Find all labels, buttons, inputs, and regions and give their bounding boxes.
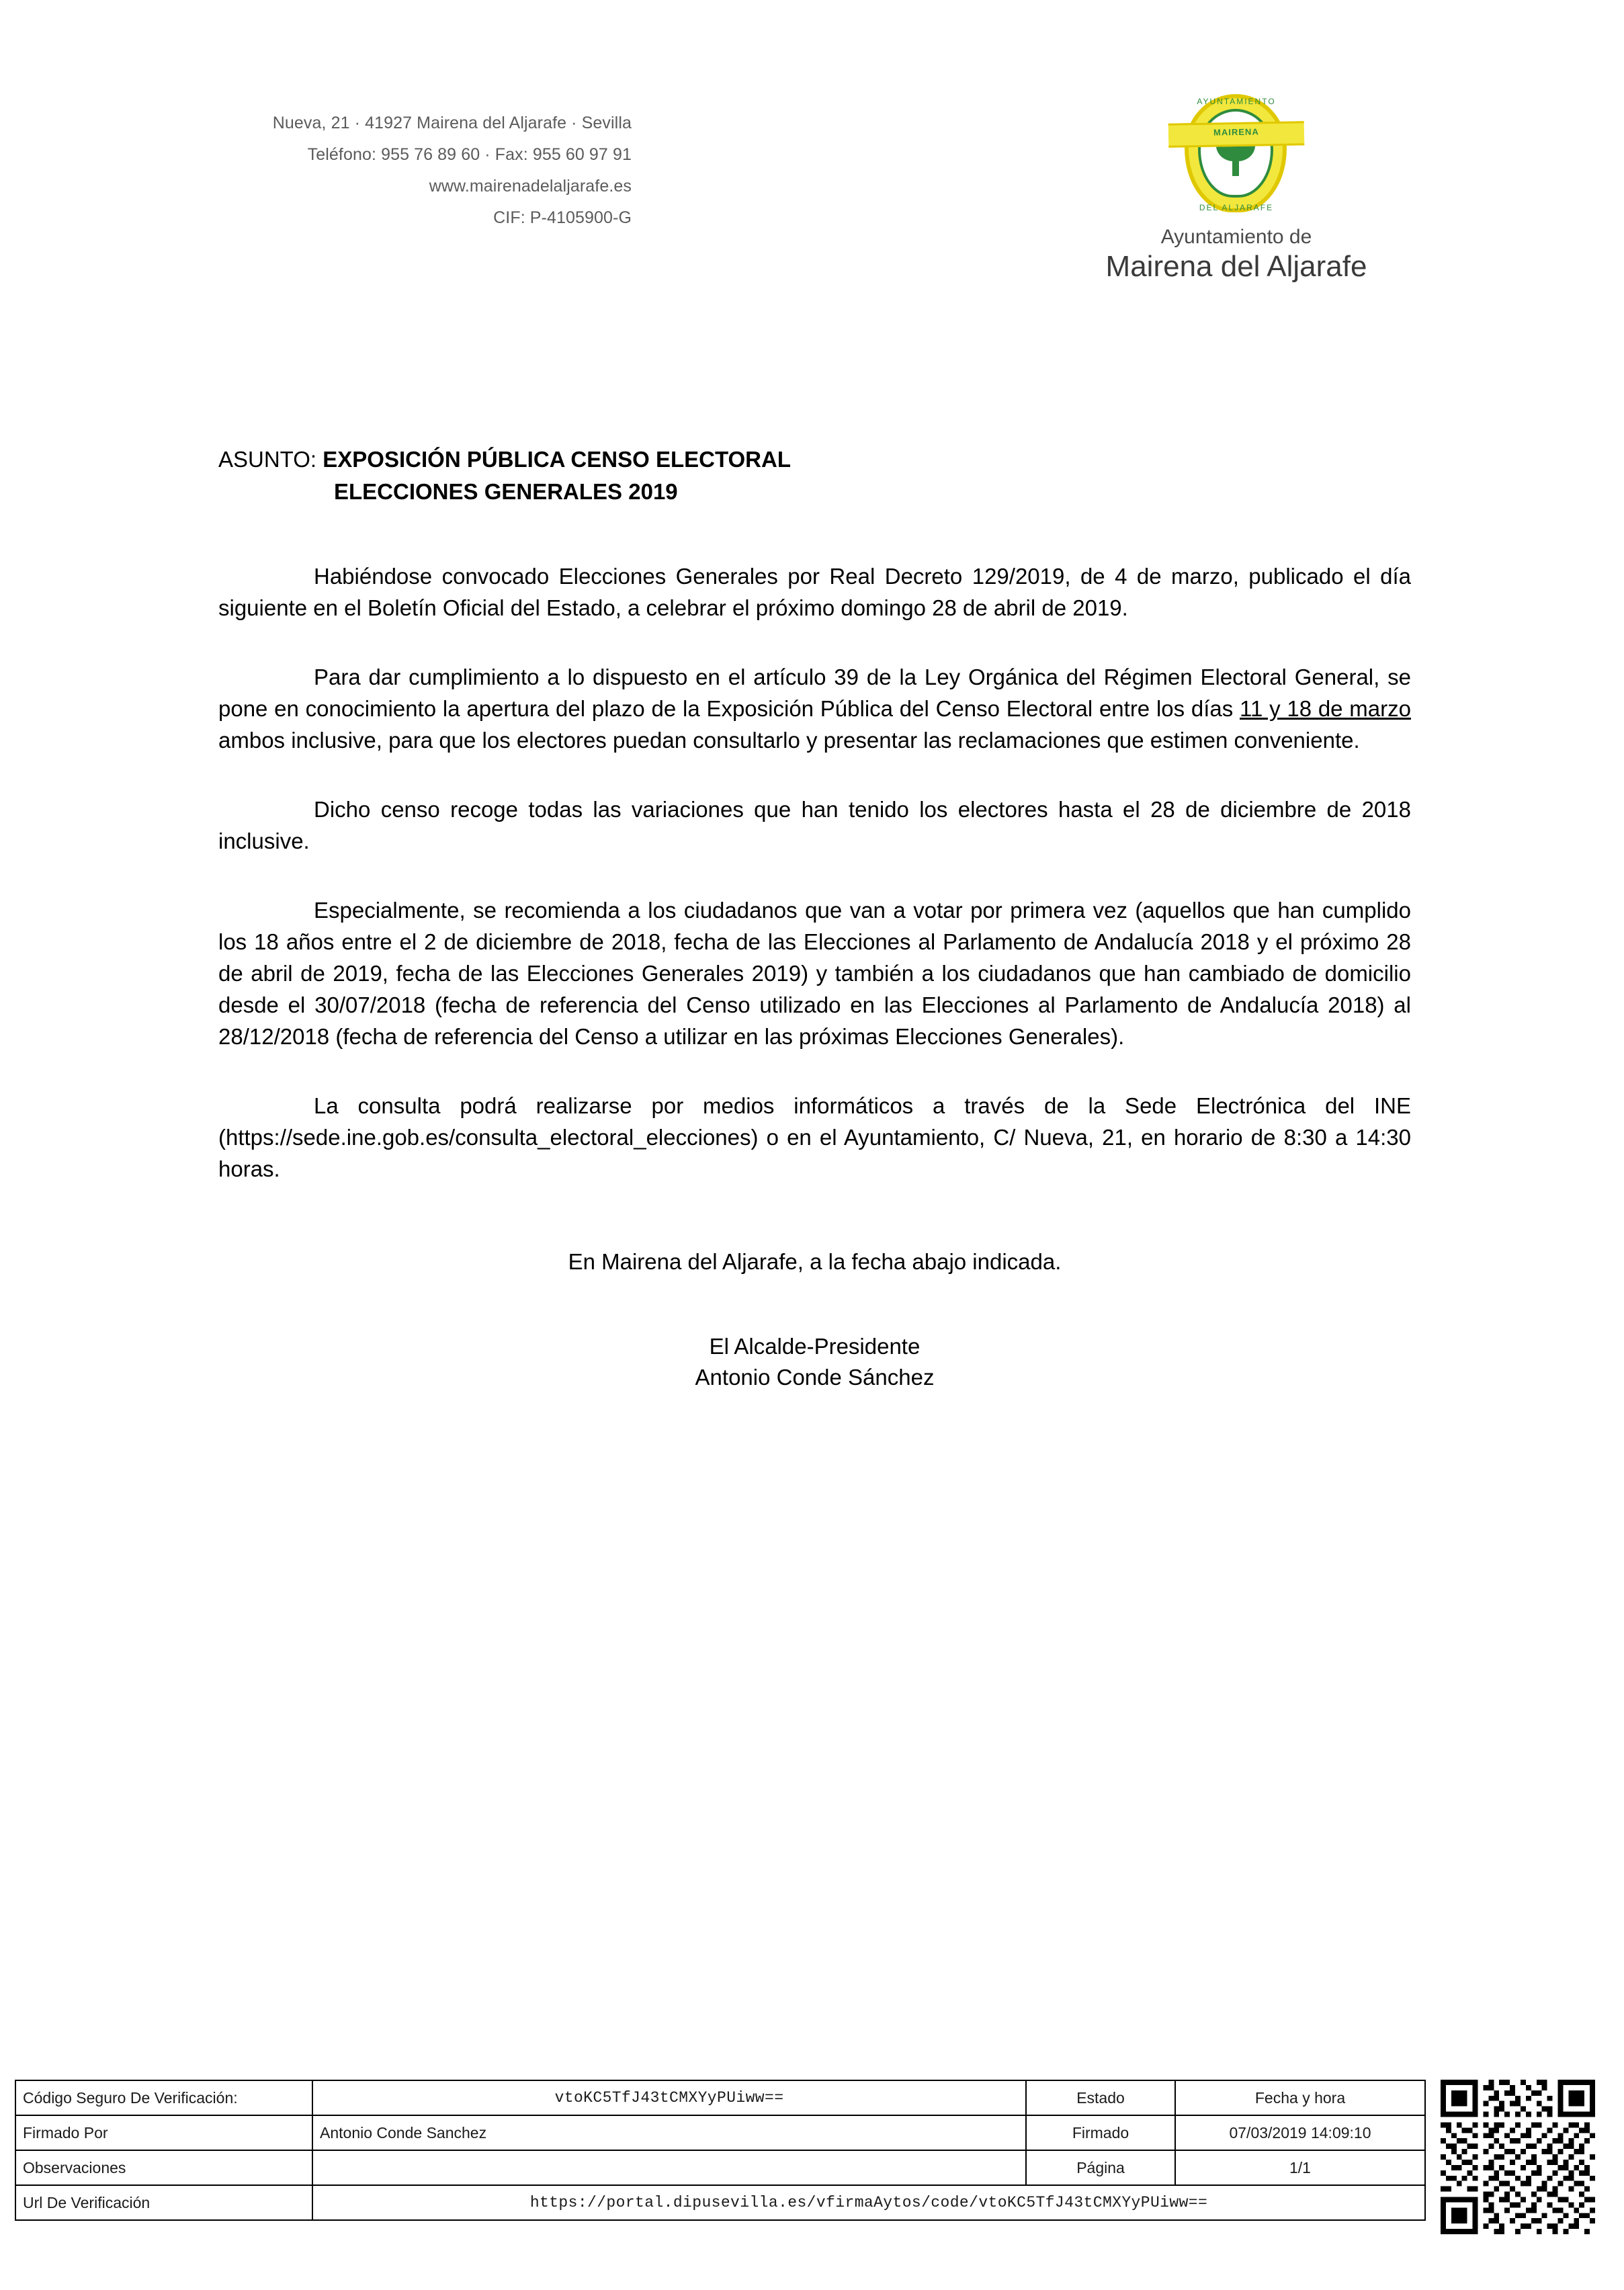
subject-label: ASUNTO: xyxy=(218,447,317,472)
observaciones-label: Observaciones xyxy=(15,2150,312,2185)
pagina-label: Página xyxy=(1026,2150,1175,2185)
tree-trunk-icon xyxy=(1232,156,1239,176)
pagina-value: 1/1 xyxy=(1175,2150,1425,2185)
signature-title: El Alcalde-Presidente xyxy=(709,1334,921,1359)
crest-arc-top-text: AYUNTAMIENTO xyxy=(1197,97,1276,106)
csv-label: Código Seguro De Verificación: xyxy=(15,2080,312,2115)
address-line-1: Nueva, 21 · 41927 Mairena del Aljarafe · Sevilla xyxy=(272,114,632,132)
verification-table xyxy=(15,2080,1426,2221)
closing-line: En Mairena del Aljarafe, a la fecha abajo indicada. xyxy=(568,1249,1062,1274)
subject-value-line2: ELECCIONES GENERALES 2019 xyxy=(334,479,678,504)
logo-line-1: Ayuntamiento de xyxy=(1160,226,1312,248)
observaciones-value xyxy=(312,2150,1026,2185)
address-line-2: Teléfono: 955 76 89 60 · Fax: 955 60 97 91 xyxy=(307,145,632,164)
coat-of-arms-icon xyxy=(1166,87,1307,222)
signature-block xyxy=(218,1331,1411,1393)
crest-ribbon-shape xyxy=(1168,121,1305,148)
paragraph-5: La consulta podrá realizarse por medios informáticos a través de la Sede Electrónica del INE (https://sede.ine.gob.es/consulta_electoral_elecciones) o en el Ayuntamiento, C/ Nueva, 21, en horario de 8:30 a 14:30 horas. xyxy=(218,1093,1411,1181)
logo-line-2: Mairena del Aljarafe xyxy=(1105,250,1367,283)
url-verificacion-value[interactable]: https://portal.dipusevilla.es/vfirmaAytos/code/vtoKC5TfJ43tCMXYyPUiww== xyxy=(312,2185,1425,2220)
paragraph-3: Dicho censo recoge todas las variaciones que han tenido los electores hasta el 28 de diciembre de 2018 inclusive. xyxy=(218,797,1411,853)
address-line-3: www.mairenadelaljarafe.es xyxy=(429,177,632,196)
paragraph-2-underlined-dates: 11 y 18 de marzo xyxy=(1240,696,1411,721)
table-row xyxy=(15,2185,1425,2220)
header-address-block xyxy=(148,108,632,234)
document-header xyxy=(0,97,1624,323)
estado-value: Firmado xyxy=(1026,2115,1175,2150)
paragraph-4: Especialmente, se recomienda a los ciudadanos que van a votar por primera vez (aquellos que han cumplido los 18 años entre el 2 de diciembre de 2018, fecha de las Elecciones al Parlamento de Andalucía 2018 y el próximo 28 de abril de 2019, fecha de las Elecciones Generales 2019) y también a los ciudadanos que han cambiado de domicilio desde el 30/07/2018 (fecha de referencia del Censo utilizado en las Elecciones al Parlamento de Andalucía 2018) al 28/12/2018 (fecha de referencia del Censo a utilizar en las próximas Elecciones Generales). xyxy=(218,898,1411,1049)
paragraph-2-part-2: ambos inclusive, para que los electores puedan consultarlo y presentar las reclamaciones que estimen conveniente. xyxy=(218,728,1360,753)
paragraph-2-part-1: Para dar cumplimiento a lo dispuesto en el artículo 39 de la Ley Orgánica del Régimen Electoral General, se pone en conocimiento la apertura del plazo de la Exposición Pública del Censo Electoral entre los días xyxy=(218,665,1411,721)
verification-footer xyxy=(15,2080,1611,2234)
fecha-header: Fecha y hora xyxy=(1175,2080,1425,2115)
fecha-value: 07/03/2019 14:09:10 xyxy=(1175,2115,1425,2150)
url-verificacion-label: Url De Verificación xyxy=(15,2185,312,2220)
paragraph-2 xyxy=(218,661,1411,756)
signature-name: Antonio Conde Sánchez xyxy=(695,1365,935,1390)
table-row xyxy=(15,2080,1425,2115)
firmado-por-value: Antonio Conde Sanchez xyxy=(312,2115,1026,2150)
address-line-4: CIF: P-4105900-G xyxy=(493,208,632,227)
document-body xyxy=(218,443,1411,1393)
crest-ribbon-text: MAIRENA xyxy=(1213,126,1259,138)
csv-value: vtoKC5TfJ43tCMXYyPUiww== xyxy=(312,2080,1026,2115)
crest-arc-bottom-text: DEL ALJARAFE xyxy=(1199,203,1274,212)
table-row xyxy=(15,2150,1425,2185)
table-row xyxy=(15,2115,1425,2150)
municipality-logo xyxy=(1062,87,1411,284)
subject-heading xyxy=(218,443,1411,508)
qr-code-icon xyxy=(1441,2080,1595,2234)
estado-header: Estado xyxy=(1026,2080,1175,2115)
subject-value-line1: EXPOSICIÓN PÚBLICA CENSO ELECTORAL xyxy=(323,447,792,472)
paragraph-1: Habiéndose convocado Elecciones Generales por Real Decreto 129/2019, de 4 de marzo, publicado el día siguiente en el Boletín Oficial del Estado, a celebrar el próximo domingo 28 de abril de 2019. xyxy=(218,564,1411,620)
firmado-por-label: Firmado Por xyxy=(15,2115,312,2150)
